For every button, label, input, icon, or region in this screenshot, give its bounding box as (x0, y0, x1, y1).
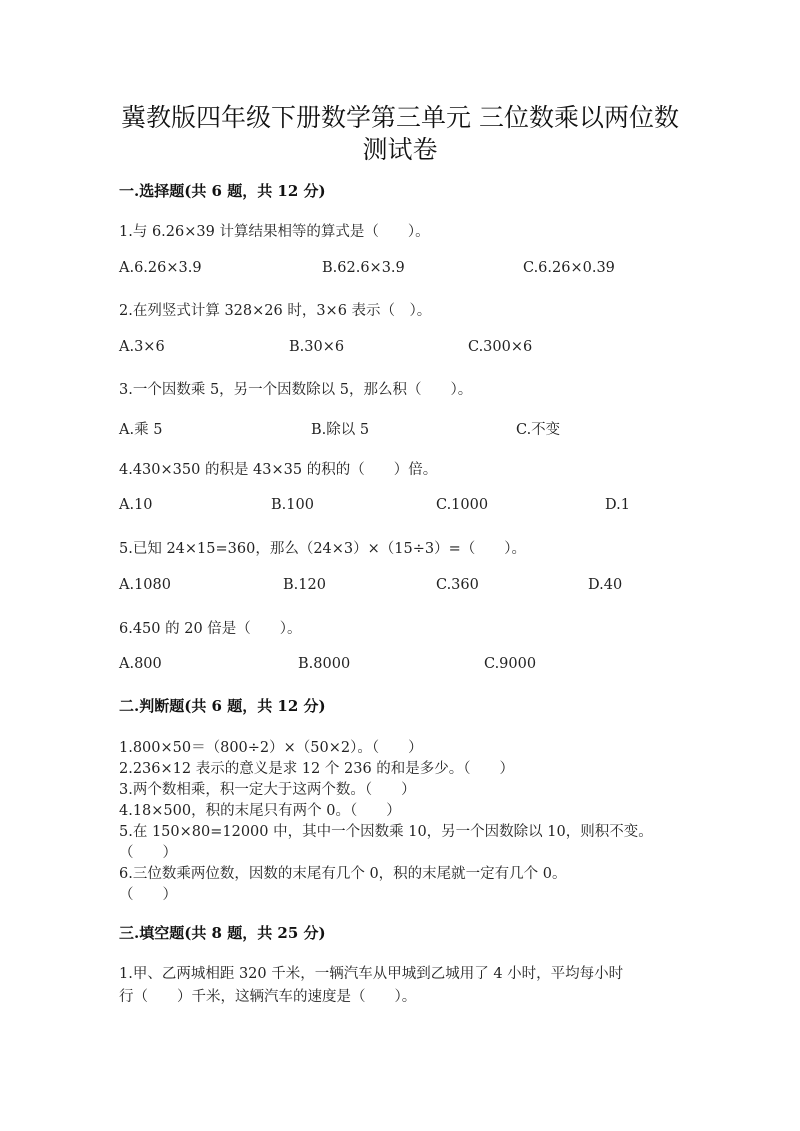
judgement-line: 5.在 150×80=12000 中，其中一个因数乘 10，另一个因数除以 10，则积不变。 (119, 824, 653, 840)
question-stem: 6.450 的 20 倍是（ ）。 (119, 621, 302, 637)
option-a: A.1080 (119, 577, 171, 593)
judgement-line: 3.两个数相乘，积一定大于这两个数。（ ） (119, 782, 416, 798)
option-b: B.除以 5 (311, 422, 370, 438)
option-b: B.8000 (298, 656, 351, 672)
option-b: B.30×6 (289, 339, 345, 355)
option-d: D.40 (588, 577, 623, 593)
option-c: C.9000 (484, 656, 537, 672)
option-a: A.6.26×3.9 (119, 260, 202, 276)
page-title-line1: 冀教版四年级下册数学第三单元 三位数乘以两位数 (121, 103, 679, 132)
option-c: C.1000 (436, 497, 489, 513)
judgement-line: 1.800×50＝（800÷2）×（50×2）。（ ） (119, 740, 423, 756)
page-title-line2: 测试卷 (362, 135, 438, 164)
question-stem: 3.一个因数乘 5，另一个因数除以 5，那么积（ ）。 (119, 382, 473, 398)
question-stem: 5.已知 24×15=360，那么（24×3）×（15÷3）=（ ）。 (119, 541, 527, 557)
option-c: C.6.26×0.39 (523, 260, 615, 276)
option-c: C.360 (436, 577, 479, 593)
question-stem: 4.430×350 的积是 43×35 的积的（ ）倍。 (119, 462, 438, 478)
option-d: D.1 (605, 497, 630, 513)
judgement-line: 4.18×500，积的末尾只有两个 0。（ ） (119, 803, 401, 819)
fill-blank-line: 行（ ）千米，这辆汽车的速度是（ ）。 (119, 989, 417, 1005)
fill-blank-line: 1.甲、乙两城相距 320 千米，一辆汽车从甲城到乙城用了 4 小时，平均每小时 (119, 966, 624, 982)
judgement-line: 2.236×12 表示的意义是求 12 个 236 的和是多少。（ ） (119, 761, 515, 777)
judgement-line: （ ） (119, 845, 177, 861)
judgement-line: 6.三位数乘两位数，因数的末尾有几个 0，积的末尾就一定有几个 0。 (119, 866, 567, 882)
option-a: A.10 (119, 497, 153, 513)
option-a: A.800 (119, 656, 162, 672)
option-b: B.120 (283, 577, 326, 593)
option-a: A.乘 5 (119, 422, 163, 438)
section-header-fill-blank: 三.填空题(共 8 题，共 25 分) (119, 924, 326, 942)
option-a: A.3×6 (119, 339, 165, 355)
option-b: B.62.6×3.9 (322, 260, 405, 276)
section-header-judgement: 二.判断题(共 6 题，共 12 分) (119, 697, 326, 715)
section-header-choice: 一.选择题(共 6 题，共 12 分) (119, 182, 326, 200)
question-stem: 2.在列竖式计算 328×26 时，3×6 表示（ ）。 (119, 303, 432, 319)
question-stem: 1.与 6.26×39 计算结果相等的算式是（ ）。 (119, 224, 430, 240)
option-c: C.300×6 (468, 339, 533, 355)
option-c: C.不变 (516, 422, 561, 438)
judgement-line: （ ） (119, 887, 177, 903)
option-b: B.100 (271, 497, 314, 513)
